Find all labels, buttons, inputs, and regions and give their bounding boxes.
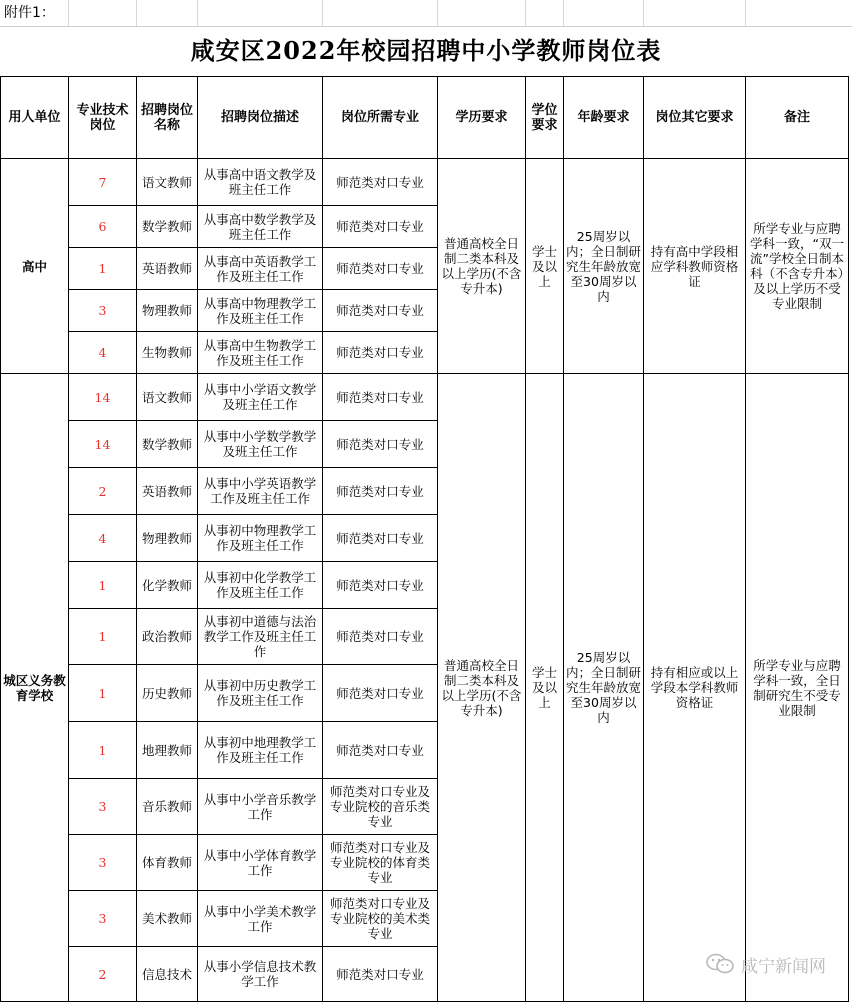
- recruitment-table: [0, 76, 849, 1002]
- description-cell: 从事高中英语教学工作及班主任工作: [198, 248, 323, 290]
- major-cell: 师范类对口专业: [323, 468, 438, 515]
- description-cell: 从事中小学语文教学及班主任工作: [198, 374, 323, 421]
- notes-cell: 所学专业与应聘学科一致，全日制研究生不受专业限制: [746, 374, 849, 1002]
- header-age: 年龄要求: [564, 77, 644, 159]
- major-cell: 师范类对口专业及专业院校的体育类专业: [323, 835, 438, 891]
- count-cell: 4: [69, 332, 137, 374]
- description-cell: 从事初中历史教学工作及班主任工作: [198, 665, 323, 722]
- count-cell: 1: [69, 722, 137, 779]
- header-description: 招聘岗位描述: [198, 77, 323, 159]
- position-cell: 政治教师: [137, 609, 198, 665]
- count-cell: 3: [69, 835, 137, 891]
- position-cell: 体育教师: [137, 835, 198, 891]
- description-cell: 从事高中语文教学及班主任工作: [198, 159, 323, 206]
- table-body: [1, 159, 849, 1002]
- description-cell: 从事中小学美术教学工作: [198, 891, 323, 947]
- table-row: [1, 374, 849, 421]
- education-cell: 普通高校全日制二类本科及以上学历(不含专升本): [438, 374, 526, 1002]
- age-cell: 25周岁以内；全日制研究生年龄放宽至30周岁以内: [564, 374, 644, 1002]
- description-cell: 从事中小学音乐教学工作: [198, 779, 323, 835]
- position-cell: 数学教师: [137, 206, 198, 248]
- header-other: 岗位其它要求: [644, 77, 746, 159]
- degree-cell: 学士及以上: [526, 374, 564, 1002]
- major-cell: 师范类对口专业: [323, 609, 438, 665]
- description-cell: 从事高中物理教学工作及班主任工作: [198, 290, 323, 332]
- count-cell: 6: [69, 206, 137, 248]
- description-cell: 从事小学信息技术教学工作: [198, 947, 323, 1002]
- age-cell: 25周岁以内；全日制研究生年龄放宽至30周岁以内: [564, 159, 644, 374]
- major-cell: 师范类对口专业及专业院校的美术类专业: [323, 891, 438, 947]
- description-cell: 从事初中化学教学工作及班主任工作: [198, 562, 323, 609]
- major-cell: 师范类对口专业: [323, 248, 438, 290]
- count-cell: 4: [69, 515, 137, 562]
- unit-cell: 城区义务教育学校: [1, 374, 69, 1002]
- position-cell: 地理教师: [137, 722, 198, 779]
- header-row: [1, 77, 849, 159]
- count-cell: 1: [69, 665, 137, 722]
- position-cell: 语文教师: [137, 159, 198, 206]
- position-cell: 英语教师: [137, 468, 198, 515]
- major-cell: 师范类对口专业: [323, 159, 438, 206]
- top-grid-row: [0, 0, 852, 27]
- count-cell: 1: [69, 248, 137, 290]
- degree-cell: 学士及以上: [526, 159, 564, 374]
- description-cell: 从事初中地理教学工作及班主任工作: [198, 722, 323, 779]
- position-cell: 信息技术: [137, 947, 198, 1002]
- major-cell: 师范类对口专业: [323, 421, 438, 468]
- position-cell: 历史教师: [137, 665, 198, 722]
- watermark: [705, 950, 826, 978]
- wechat-icon: [705, 953, 735, 975]
- header-degree: 学位要求: [526, 77, 564, 159]
- position-cell: 物理教师: [137, 515, 198, 562]
- table-row: [1, 159, 849, 206]
- major-cell: 师范类对口专业: [323, 290, 438, 332]
- description-cell: 从事初中道德与法治教学工作及班主任工作: [198, 609, 323, 665]
- other-requirements-cell: 持有相应或以上学段本学科教师资格证: [644, 374, 746, 1002]
- description-cell: 从事初中物理教学工作及班主任工作: [198, 515, 323, 562]
- unit-cell: 高中: [1, 159, 69, 374]
- count-cell: 14: [69, 421, 137, 468]
- count-cell: 1: [69, 609, 137, 665]
- position-cell: 音乐教师: [137, 779, 198, 835]
- header-count: 专业技术岗位: [69, 77, 137, 159]
- position-cell: 语文教师: [137, 374, 198, 421]
- position-cell: 物理教师: [137, 290, 198, 332]
- watermark-text: 咸宁新闻网: [741, 956, 826, 977]
- description-cell: 从事中小学英语教学工作及班主任工作: [198, 468, 323, 515]
- header-unit: 用人单位: [1, 77, 69, 159]
- major-cell: 师范类对口专业: [323, 374, 438, 421]
- attachment-label: 附件1：: [4, 5, 55, 21]
- major-cell: 师范类对口专业: [323, 332, 438, 374]
- page-title: 咸安区2022年校园招聘中小学教师岗位表: [190, 36, 662, 65]
- major-cell: 师范类对口专业: [323, 947, 438, 1002]
- notes-cell: 所学专业与应聘学科一致，“双一流”学校全日制本科（不含专升本）及以上学历不受专业限制: [746, 159, 849, 374]
- position-cell: 化学教师: [137, 562, 198, 609]
- position-cell: 英语教师: [137, 248, 198, 290]
- description-cell: 从事中小学数学教学及班主任工作: [198, 421, 323, 468]
- major-cell: 师范类对口专业: [323, 562, 438, 609]
- count-cell: 2: [69, 468, 137, 515]
- header-major: 岗位所需专业: [323, 77, 438, 159]
- other-requirements-cell: 持有高中学段相应学科教师资格证: [644, 159, 746, 374]
- position-cell: 生物教师: [137, 332, 198, 374]
- description-cell: 从事中小学体育教学工作: [198, 835, 323, 891]
- count-cell: 3: [69, 891, 137, 947]
- education-cell: 普通高校全日制二类本科及以上学历(不含专升本): [438, 159, 526, 374]
- count-cell: 1: [69, 562, 137, 609]
- count-cell: 3: [69, 290, 137, 332]
- position-cell: 数学教师: [137, 421, 198, 468]
- description-cell: 从事高中生物教学工作及班主任工作: [198, 332, 323, 374]
- position-cell: 美术教师: [137, 891, 198, 947]
- count-cell: 14: [69, 374, 137, 421]
- description-cell: 从事高中数学教学及班主任工作: [198, 206, 323, 248]
- major-cell: 师范类对口专业: [323, 206, 438, 248]
- header-education: 学历要求: [438, 77, 526, 159]
- header-position: 招聘岗位名称: [137, 77, 198, 159]
- major-cell: 师范类对口专业: [323, 515, 438, 562]
- major-cell: 师范类对口专业: [323, 722, 438, 779]
- header-notes: 备注: [746, 77, 849, 159]
- count-cell: 2: [69, 947, 137, 1002]
- count-cell: 7: [69, 159, 137, 206]
- count-cell: 3: [69, 779, 137, 835]
- major-cell: 师范类对口专业: [323, 665, 438, 722]
- major-cell: 师范类对口专业及专业院校的音乐类专业: [323, 779, 438, 835]
